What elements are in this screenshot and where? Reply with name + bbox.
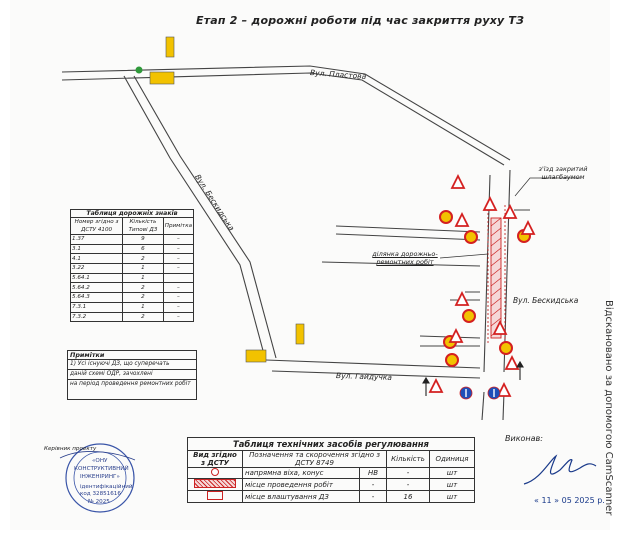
tech-row-count: 16: [387, 491, 430, 503]
sign-number: 7.3.2: [71, 312, 123, 322]
street-label-beskydska-right: Вул. Бескидська: [513, 296, 579, 305]
stamp-line-5: ідентифікаційний: [80, 484, 133, 490]
tech-row-unit: шт: [430, 468, 475, 479]
table-row: [188, 491, 475, 503]
tech-row-count: -: [387, 479, 430, 491]
annotation-entry: з'їзд закритий шлагбаумом: [538, 165, 588, 181]
tech-col-count: Кількість: [387, 451, 430, 468]
sign-count: 1: [123, 273, 164, 283]
sign-number: 5.64.1: [71, 273, 123, 283]
sign-note: –: [163, 235, 193, 245]
sign-count: 1: [123, 302, 164, 312]
signature-icon: [520, 450, 600, 490]
sign-number: 3.22: [71, 264, 123, 274]
tech-row-label: місце проведення робіт: [243, 479, 360, 491]
table-row: [71, 254, 194, 264]
tech-row-code: -: [360, 479, 387, 491]
signs-col-note: Примітка: [163, 218, 193, 235]
stamp-line-2: «ОНУ: [92, 458, 108, 464]
table-row: [71, 264, 194, 274]
tech-row-label: місце влаштування ДЗ: [243, 491, 360, 503]
sign-number: 7.3.1: [71, 302, 123, 312]
table-row: [188, 468, 475, 479]
sign-count: 9: [123, 235, 164, 245]
road-plastova: [62, 66, 510, 165]
hatch-icon: [194, 479, 236, 488]
sign-count: 2: [123, 293, 164, 303]
traffic-light-icon: [136, 67, 143, 74]
table-row: [71, 312, 194, 322]
cone-icon: [211, 468, 219, 476]
cone-symbol-cell: [188, 468, 243, 479]
page-title: Етап 2 – дорожні роботи під час закриття руху ТЗ: [196, 14, 525, 27]
tech-table: [187, 437, 475, 503]
sign-number: 4.1: [71, 254, 123, 264]
stamp-line-6: код 32851616: [80, 491, 121, 497]
sign-note: –: [163, 302, 193, 312]
tech-row-code: -: [360, 491, 387, 503]
sign-note: –: [163, 254, 193, 264]
table-row: [71, 283, 194, 293]
triangle-warning-signs: [430, 176, 534, 396]
stamp-line-7: № 2025: [88, 499, 110, 505]
work-area: [491, 218, 501, 338]
sign-number: 5.64.3: [71, 293, 123, 303]
sign-count: 6: [123, 244, 164, 254]
sign-note: [163, 273, 193, 283]
sign-note: –: [163, 312, 193, 322]
sign-note: –: [163, 264, 193, 274]
tech-col-view: Вид згідно з ДСТУ: [188, 451, 243, 468]
sign-count: 2: [123, 254, 164, 264]
street-label-haiduchka: Вул. Гайдучка: [335, 371, 393, 382]
sign-note: –: [163, 283, 193, 293]
sign-count: 1: [123, 264, 164, 274]
table-row: [188, 479, 475, 491]
table-row: [71, 244, 194, 254]
stamp-line-3: КОНСТРУКТИВНИЙ: [74, 466, 129, 472]
executor-label: Виконав:: [505, 434, 543, 443]
table-row: [71, 235, 194, 245]
stamp-line-4: ІНЖЕНІРИНГ»: [80, 474, 120, 480]
sign-count: 2: [123, 283, 164, 293]
notes-line-2: даній схемі ОДР, зачохлені: [68, 370, 196, 380]
annotation-work-area: ділянка дорожньо-ремонтних робіт: [372, 250, 438, 266]
company-stamp: [40, 438, 150, 518]
work-area-symbol-cell: [188, 479, 243, 491]
signs-col-count-label: Кількість: [129, 219, 157, 225]
notes-line-3: на період проведення ремонтних робіт: [70, 381, 191, 388]
signs-col-type-label: Типові ДЗ: [128, 227, 158, 233]
signs-col-count: [123, 218, 164, 235]
street-label-plastova: Вул. Пластова: [309, 68, 367, 81]
table-row: [71, 293, 194, 303]
tech-row-unit: шт: [430, 491, 475, 503]
tech-row-count: -: [387, 468, 430, 479]
signs-table: [70, 209, 194, 322]
sign-note: –: [163, 293, 193, 303]
scanner-watermark: Відскановано за допомогою CamScanner: [603, 300, 614, 516]
table-row: [71, 273, 194, 283]
notes-line-1: 1) Усі існуючі ДЗ, що суперечать: [68, 360, 196, 370]
sign-post-icon: [207, 491, 223, 500]
signs-table-caption: Таблиця дорожніх знаків: [70, 209, 194, 217]
tech-col-unit: Одиниця: [430, 451, 475, 468]
street-label-beskydska-diagonal: Вул. Бескидська: [193, 172, 237, 233]
drawing-sheet: [10, 0, 610, 530]
tech-row-unit: шт: [430, 479, 475, 491]
sign-place-symbol-cell: [188, 491, 243, 503]
sign-number: 5.64.2: [71, 283, 123, 293]
sign-number: 3.1: [71, 244, 123, 254]
sign-date: « 11 » 05 2025 р.: [534, 496, 605, 505]
tech-row-code: НВ: [360, 468, 387, 479]
sign-number: 1.37: [71, 235, 123, 245]
sign-count: 2: [123, 312, 164, 322]
sign-note: –: [163, 244, 193, 254]
tech-row-label: напрямна віха, конус: [243, 468, 360, 479]
tech-col-designation: Позначення та скорочення згідно з ДСТУ 8749: [243, 451, 387, 468]
notes-heading: Примітки: [68, 351, 196, 360]
table-row: [71, 302, 194, 312]
signs-col-number: Номер згідно з ДСТУ 4100: [71, 218, 123, 235]
stamp-line-1: Керівник проекту: [44, 446, 97, 452]
notes-box: [67, 350, 197, 400]
tech-table-caption: Таблиця технічних засобів регулювання: [187, 437, 475, 450]
